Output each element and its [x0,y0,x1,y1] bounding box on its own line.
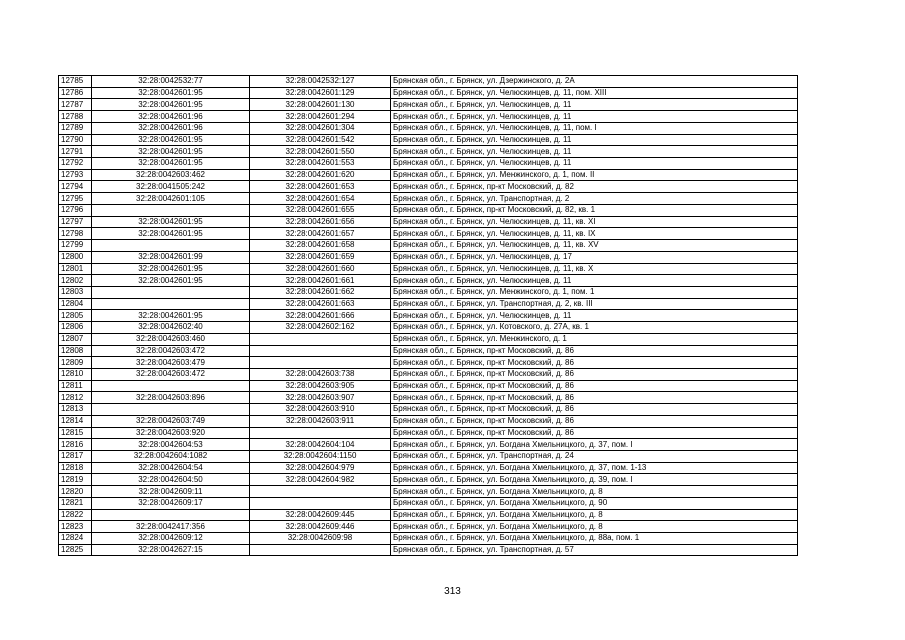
table-row [59,345,798,357]
row-number-cell: 12795 [59,193,92,205]
address-cell: Брянская обл., г. Брянск, ул. Транспортная, д. 2 [391,193,798,205]
object-number-cell [250,497,391,509]
address-cell: Брянская обл., г. Брянск, ул. Менжинского, д. 1 [391,333,798,345]
table-row [59,533,798,545]
row-number-cell: 12793 [59,169,92,181]
row-number-cell: 12792 [59,158,92,170]
parcel-number-cell: 32:28:0042604:50 [92,474,250,486]
table-row [59,368,798,380]
address-cell: Брянская обл., г. Брянск, ул. Транспортная, д. 57 [391,544,798,556]
table-row [59,122,798,134]
parcel-number-cell [92,298,250,310]
object-number-cell: 32:28:0042601:659 [250,251,391,263]
parcel-number-cell [92,204,250,216]
parcel-number-cell: 32:28:0042601:95 [92,158,250,170]
parcel-number-cell: 32:28:0042603:896 [92,392,250,404]
parcel-number-cell: 32:28:0042609:12 [92,533,250,545]
parcel-number-cell: 32:28:0042603:460 [92,333,250,345]
parcel-number-cell: 32:28:0042603:479 [92,357,250,369]
object-number-cell: 32:28:0042609:446 [250,521,391,533]
address-cell: Брянская обл., г. Брянск, ул. Челюскинцев, д. 11 [391,146,798,158]
parcel-number-cell: 32:28:0042609:17 [92,497,250,509]
address-cell: Брянская обл., г. Брянск, пр-кт Московский, д. 86 [391,368,798,380]
parcel-number-cell: 32:28:0042532:77 [92,76,250,88]
object-number-cell [250,544,391,556]
row-number-cell: 12813 [59,404,92,416]
object-number-cell: 32:28:0042602:162 [250,322,391,334]
address-cell: Брянская обл., г. Брянск, ул. Богдана Хмельницкого, д. 90 [391,497,798,509]
cadastral-table [58,75,798,556]
parcel-number-cell: 32:28:0042609:11 [92,486,250,498]
object-number-cell: 32:28:0042601:130 [250,99,391,111]
parcel-number-cell: 32:28:0042604:1082 [92,451,250,463]
row-number-cell: 12798 [59,228,92,240]
address-cell: Брянская обл., г. Брянск, ул. Челюскинцев, д. 17 [391,251,798,263]
table-row [59,474,798,486]
object-number-cell: 32:28:0042601:657 [250,228,391,240]
object-number-cell [250,486,391,498]
address-cell: Брянская обл., г. Брянск, ул. Транспортная, д. 24 [391,451,798,463]
table-row [59,263,798,275]
row-number-cell: 12785 [59,76,92,88]
object-number-cell: 32:28:0042601:666 [250,310,391,322]
table-row [59,462,798,474]
object-number-cell: 32:28:0042601:653 [250,181,391,193]
parcel-number-cell: 32:28:0042603:920 [92,427,250,439]
address-cell: Брянская обл., г. Брянск, ул. Челюскинцев, д. 11, пом. XIII [391,87,798,99]
parcel-number-cell: 32:28:0042601:95 [92,263,250,275]
parcel-number-cell: 32:28:0042601:95 [92,275,250,287]
parcel-number-cell [92,404,250,416]
object-number-cell [250,345,391,357]
table-row [59,76,798,88]
object-number-cell: 32:28:0042601:656 [250,216,391,228]
address-cell: Брянская обл., г. Брянск, пр-кт Московский, д. 86 [391,392,798,404]
parcel-number-cell: 32:28:0042603:472 [92,368,250,380]
table-row [59,251,798,263]
address-cell: Брянская обл., г. Брянск, ул. Челюскинцев, д. 11 [391,134,798,146]
object-number-cell: 32:28:0042601:550 [250,146,391,158]
object-number-cell: 32:28:0042532:127 [250,76,391,88]
object-number-cell: 32:28:0042601:542 [250,134,391,146]
table-row [59,134,798,146]
row-number-cell: 12816 [59,439,92,451]
row-number-cell: 12786 [59,87,92,99]
address-cell: Брянская обл., г. Брянск, пр-кт Московский, д. 86 [391,427,798,439]
table-row [59,99,798,111]
address-cell: Брянская обл., г. Брянск, пр-кт Московский, д. 82 [391,181,798,193]
table-row [59,275,798,287]
table-row [59,333,798,345]
address-cell: Брянская обл., г. Брянск, пр-кт Московский, д. 86 [391,380,798,392]
parcel-number-cell: 32:28:0042602:40 [92,322,250,334]
table-body [59,76,798,556]
table-row [59,216,798,228]
object-number-cell: 32:28:0042609:98 [250,533,391,545]
address-cell: Брянская обл., г. Брянск, пр-кт Московский, д. 82, кв. 1 [391,204,798,216]
row-number-cell: 12824 [59,533,92,545]
row-number-cell: 12801 [59,263,92,275]
table-row [59,427,798,439]
row-number-cell: 12808 [59,345,92,357]
address-cell: Брянская обл., г. Брянск, ул. Богдана Хмельницкого, д. 8 [391,509,798,521]
row-number-cell: 12825 [59,544,92,556]
parcel-number-cell: 32:28:0042601:95 [92,87,250,99]
address-cell: Брянская обл., г. Брянск, ул. Челюскинцев, д. 11, кв. X [391,263,798,275]
table-row [59,240,798,252]
table-row [59,439,798,451]
row-number-cell: 12803 [59,286,92,298]
row-number-cell: 12796 [59,204,92,216]
parcel-number-cell: 32:28:0042601:96 [92,122,250,134]
address-cell: Брянская обл., г. Брянск, ул. Челюскинцев, д. 11, пом. I [391,122,798,134]
parcel-number-cell [92,380,250,392]
parcel-number-cell: 32:28:0042604:54 [92,462,250,474]
parcel-number-cell: 32:28:0041505:242 [92,181,250,193]
row-number-cell: 12810 [59,368,92,380]
address-cell: Брянская обл., г. Брянск, ул. Менжинского, д. 1, пом. II [391,169,798,181]
row-number-cell: 12790 [59,134,92,146]
table-row [59,509,798,521]
object-number-cell: 32:28:0042601:620 [250,169,391,181]
table-row [59,404,798,416]
object-number-cell: 32:28:0042603:910 [250,404,391,416]
page-number: 313 [444,586,461,597]
object-number-cell: 32:28:0042601:661 [250,275,391,287]
address-cell: Брянская обл., г. Брянск, ул. Богдана Хмельницкого, д. 37, пом. 1-13 [391,462,798,474]
row-number-cell: 12818 [59,462,92,474]
object-number-cell: 32:28:0042601:658 [250,240,391,252]
address-cell: Брянская обл., г. Брянск, ул. Богдана Хмельницкого, д. 8 [391,521,798,533]
row-number-cell: 12788 [59,111,92,123]
parcel-number-cell: 32:28:0042601:95 [92,310,250,322]
object-number-cell: 32:28:0042603:738 [250,368,391,380]
table-row [59,497,798,509]
row-number-cell: 12807 [59,333,92,345]
address-cell: Брянская обл., г. Брянск, ул. Богдана Хмельницкого, д. 37, пом. I [391,439,798,451]
object-number-cell: 32:28:0042604:1150 [250,451,391,463]
table-row [59,521,798,533]
parcel-number-cell: 32:28:0042603:749 [92,415,250,427]
table-row [59,158,798,170]
table-row [59,451,798,463]
parcel-number-cell [92,509,250,521]
address-cell: Брянская обл., г. Брянск, ул. Челюскинцев, д. 11 [391,310,798,322]
parcel-number-cell: 32:28:0042604:53 [92,439,250,451]
object-number-cell: 32:28:0042603:911 [250,415,391,427]
table-row [59,322,798,334]
parcel-number-cell: 32:28:0042601:105 [92,193,250,205]
parcel-number-cell: 32:28:0042603:462 [92,169,250,181]
object-number-cell: 32:28:0042604:104 [250,439,391,451]
row-number-cell: 12823 [59,521,92,533]
row-number-cell: 12787 [59,99,92,111]
table-row [59,146,798,158]
row-number-cell: 12815 [59,427,92,439]
parcel-number-cell: 32:28:0042601:95 [92,134,250,146]
table-row [59,357,798,369]
row-number-cell: 12821 [59,497,92,509]
parcel-number-cell [92,286,250,298]
address-cell: Брянская обл., г. Брянск, пр-кт Московский, д. 86 [391,357,798,369]
object-number-cell: 32:28:0042603:907 [250,392,391,404]
parcel-number-cell: 32:28:0042601:95 [92,216,250,228]
address-cell: Брянская обл., г. Брянск, ул. Челюскинцев, д. 11 [391,158,798,170]
object-number-cell: 32:28:0042601:662 [250,286,391,298]
row-number-cell: 12812 [59,392,92,404]
object-number-cell: 32:28:0042601:553 [250,158,391,170]
row-number-cell: 12791 [59,146,92,158]
object-number-cell [250,333,391,345]
address-cell: Брянская обл., г. Брянск, ул. Богдана Хмельницкого, д. 88а, пом. 1 [391,533,798,545]
object-number-cell: 32:28:0042601:304 [250,122,391,134]
address-cell: Брянская обл., г. Брянск, ул. Челюскинцев, д. 11, кв. IX [391,228,798,240]
object-number-cell: 32:28:0042601:663 [250,298,391,310]
parcel-number-cell: 32:28:0042603:472 [92,345,250,357]
row-number-cell: 12802 [59,275,92,287]
table-row [59,204,798,216]
object-number-cell: 32:28:0042601:294 [250,111,391,123]
row-number-cell: 12814 [59,415,92,427]
row-number-cell: 12805 [59,310,92,322]
parcel-number-cell: 32:28:0042417:356 [92,521,250,533]
object-number-cell: 32:28:0042604:979 [250,462,391,474]
address-cell: Брянская обл., г. Брянск, ул. Дзержинского, д. 2А [391,76,798,88]
row-number-cell: 12817 [59,451,92,463]
address-cell: Брянская обл., г. Брянск, пр-кт Московский, д. 86 [391,415,798,427]
row-number-cell: 12800 [59,251,92,263]
object-number-cell: 32:28:0042601:129 [250,87,391,99]
table-row [59,169,798,181]
address-cell: Брянская обл., г. Брянск, ул. Челюскинцев, д. 11, кв. XV [391,240,798,252]
address-cell: Брянская обл., г. Брянск, ул. Челюскинцев, д. 11 [391,99,798,111]
parcel-number-cell: 32:28:0042627:15 [92,544,250,556]
address-cell: Брянская обл., г. Брянск, ул. Челюскинцев, д. 11 [391,275,798,287]
table-row [59,486,798,498]
table-row [59,111,798,123]
address-cell: Брянская обл., г. Брянск, ул. Челюскинцев, д. 11, кв. XI [391,216,798,228]
table-row [59,193,798,205]
table-row [59,392,798,404]
object-number-cell: 32:28:0042604:982 [250,474,391,486]
table-row [59,415,798,427]
row-number-cell: 12804 [59,298,92,310]
address-cell: Брянская обл., г. Брянск, пр-кт Московский, д. 86 [391,345,798,357]
object-number-cell: 32:28:0042601:655 [250,204,391,216]
object-number-cell [250,357,391,369]
table-row [59,298,798,310]
object-number-cell: 32:28:0042601:654 [250,193,391,205]
address-cell: Брянская обл., г. Брянск, ул. Богдана Хмельницкого, д. 39, пом. I [391,474,798,486]
row-number-cell: 12820 [59,486,92,498]
row-number-cell: 12789 [59,122,92,134]
object-number-cell: 32:28:0042609:445 [250,509,391,521]
address-cell: Брянская обл., г. Брянск, ул. Котовского, д. 27А, кв. 1 [391,322,798,334]
row-number-cell: 12806 [59,322,92,334]
row-number-cell: 12809 [59,357,92,369]
address-cell: Брянская обл., г. Брянск, ул. Челюскинцев, д. 11 [391,111,798,123]
table-row [59,181,798,193]
object-number-cell: 32:28:0042601:660 [250,263,391,275]
row-number-cell: 12794 [59,181,92,193]
parcel-number-cell: 32:28:0042601:95 [92,228,250,240]
row-number-cell: 12811 [59,380,92,392]
table-row [59,380,798,392]
table-row [59,228,798,240]
parcel-number-cell: 32:28:0042601:95 [92,99,250,111]
table-row [59,310,798,322]
parcel-number-cell [92,240,250,252]
row-number-cell: 12819 [59,474,92,486]
object-number-cell [250,427,391,439]
address-cell: Брянская обл., г. Брянск, ул. Богдана Хмельницкого, д. 8 [391,486,798,498]
table-row [59,87,798,99]
parcel-number-cell: 32:28:0042601:99 [92,251,250,263]
address-cell: Брянская обл., г. Брянск, ул. Транспортная, д. 2, кв. III [391,298,798,310]
address-cell: Брянская обл., г. Брянск, ул. Менжинского, д. 1, пом. 1 [391,286,798,298]
row-number-cell: 12799 [59,240,92,252]
object-number-cell: 32:28:0042603:905 [250,380,391,392]
row-number-cell: 12797 [59,216,92,228]
parcel-number-cell: 32:28:0042601:96 [92,111,250,123]
table-row [59,544,798,556]
row-number-cell: 12822 [59,509,92,521]
table-row [59,286,798,298]
parcel-number-cell: 32:28:0042601:95 [92,146,250,158]
address-cell: Брянская обл., г. Брянск, пр-кт Московский, д. 86 [391,404,798,416]
